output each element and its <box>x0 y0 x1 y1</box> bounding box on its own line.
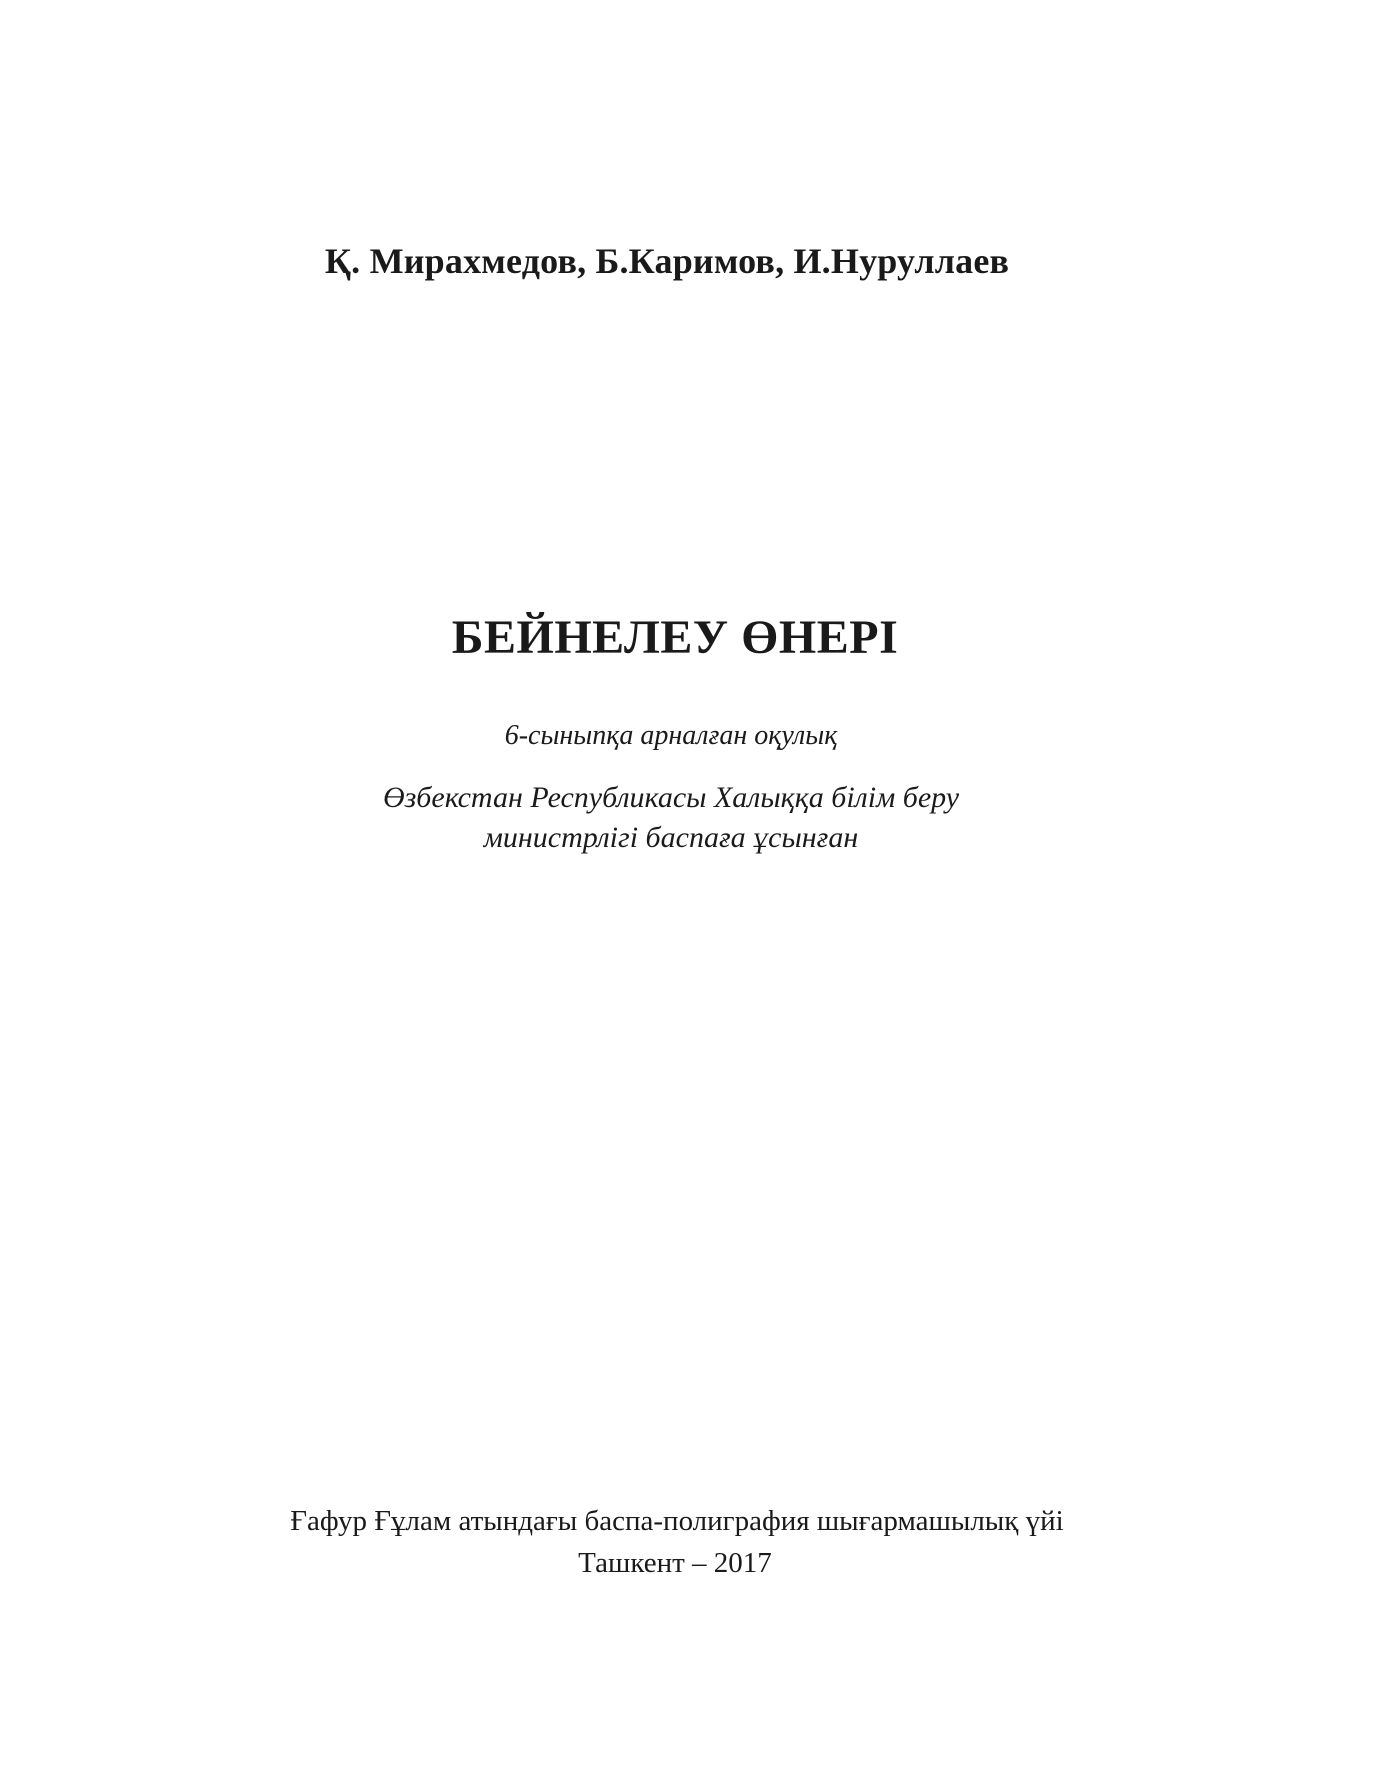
recommendation-line-1: Өзбекстан Республикасы Халыққа білім беру <box>382 781 960 814</box>
recommendation-note <box>0 778 1360 858</box>
place-and-year: Ташкент – 2017 <box>578 1547 772 1579</box>
book-subtitle: 6-сыныпқа арналған оқулық <box>504 720 838 751</box>
recommendation-line-2: министрлігі баспаға ұсынған <box>483 821 859 854</box>
book-title: БЕЙНЕЛЕУ ӨНЕРІ <box>451 611 899 664</box>
authors: Қ. Мирахмедов, Б.Каримов, И.Нуруллаев <box>324 241 1010 281</box>
publisher: Ғафур Ғұлам атындағы баспа-полиграфия шығармашылық үйі <box>290 1505 1064 1537</box>
